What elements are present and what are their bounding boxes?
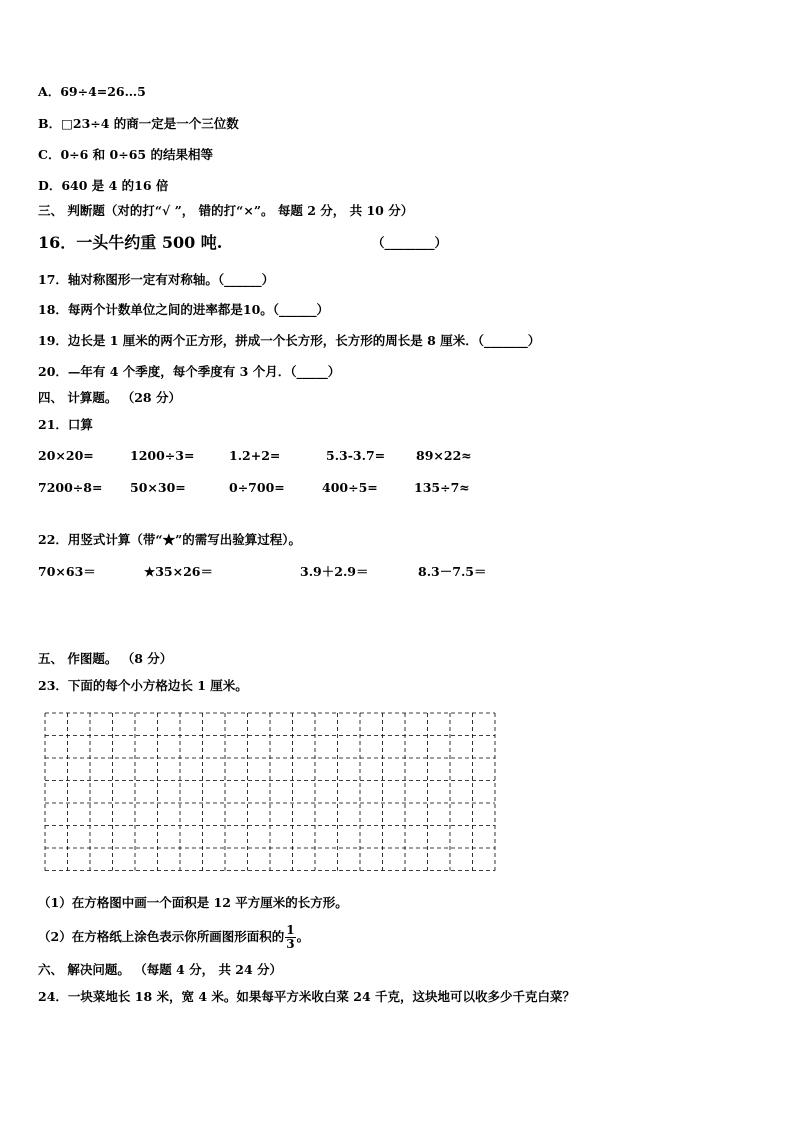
question-21-label: 21．口算 [38,417,93,432]
question-16-text: 16．一头牛约重 500 吨. [38,233,223,252]
fraction-one-third [285,924,295,951]
option-b: B．□23÷4 的商一定是一个三位数 [38,116,239,131]
question-23-sub1: （1）在方格图中画一个面积是 12 平方厘米的长方形。 [38,895,348,910]
question-20: 20．—年有 4 个季度，每个季度有 3 个月．（_____） [38,364,341,379]
square-grid[interactable] [44,712,498,872]
oral-calc-item: 89×22≈ [416,448,472,463]
fraction-numerator: 1 [286,923,295,937]
question-23-sub2-suffix: 。 [296,929,310,944]
vertical-calc-item: 70×63＝ [38,564,96,579]
option-d: D．640 是 4 的16 倍 [38,178,169,193]
question-23-label: 23．下面的每个小方格边长 1 厘米。 [38,678,248,693]
section5-heading: 五、 作图题。 （8 分） [38,651,173,666]
oral-calc-item: 400÷5= [322,480,378,495]
oral-calc-item: 135÷7≈ [414,480,470,495]
vertical-calc-item: 3.9＋2.9＝ [300,564,369,579]
question-24: 24．一块菜地长 18 米，宽 4 米。如果每平方米收白菜 24 千克，这块地可以收多少千克白菜？ [38,989,575,1004]
vertical-calc-item: ★35×26＝ [144,564,213,579]
fraction-denominator: 3 [286,937,295,951]
question-23-sub2 [38,922,309,952]
question-18: 18．每两个计数单位之间的进率都是10。（______） [38,302,330,317]
question-19: 19．边长是 1 厘米的两个正方形，拼成一个长方形，长方形的周长是 8 厘米．（_______） [38,333,541,348]
section6-heading: 六、 解决问题。 （每题 4 分， 共 24 分） [38,962,283,977]
oral-calc-item: 50×30= [130,480,186,495]
oral-calc-item: 1200÷3= [130,448,195,463]
oral-calc-item: 5.3-3.7= [326,448,386,463]
question-16 [38,233,222,253]
section3-heading: 三、 判断题（对的打“√ ”， 错的打“×”。 每题 2 分， 共 10 分） [38,203,414,218]
oral-calc-item: 1.2+2= [229,448,281,463]
oral-calc-item: 0÷700= [229,480,285,495]
oral-calc-item: 7200÷8= [38,480,103,495]
oral-calc-item: 20×20= [38,448,94,463]
question-22-label: 22．用竖式计算（带“★”的需写出验算过程）。 [38,532,302,547]
question-23-sub2-text: （2）在方格纸上涂色表示你所画图形面积的 [38,929,285,944]
question-17: 17．轴对称图形一定有对称轴。（______） [38,272,275,287]
vertical-calc-item: 8.3－7.5＝ [418,564,487,579]
option-a: A．69÷4=26…5 [38,84,146,99]
option-c: C．0÷6 和 0÷65 的结果相等 [38,147,213,162]
question-16-answer-blank[interactable]: （________） [372,235,448,250]
section4-heading: 四、 计算题。 （28 分） [38,390,181,405]
